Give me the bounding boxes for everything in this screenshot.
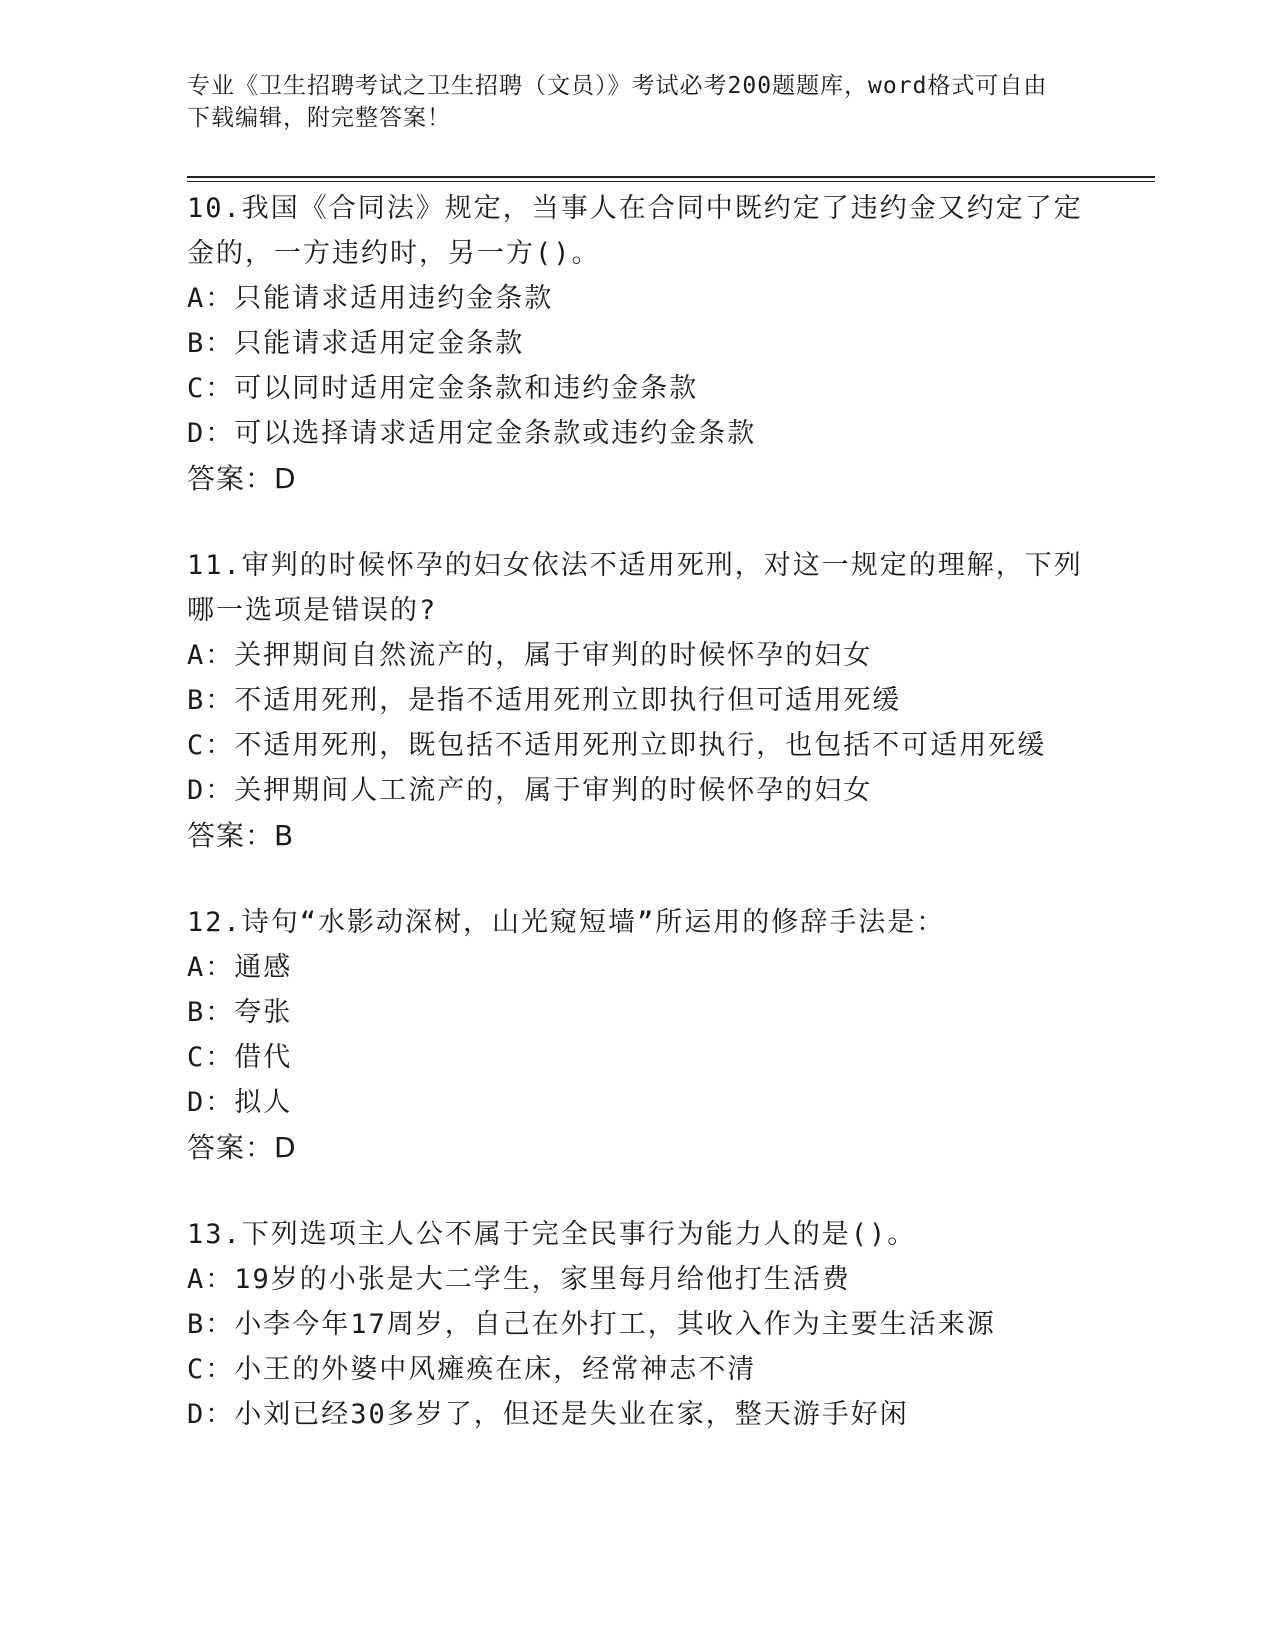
option-a: A：关押期间自然流产的，属于审判的时候怀孕的妇女 bbox=[187, 640, 873, 671]
option-c: C：小王的外婆中风瘫痪在床，经常神志不清 bbox=[187, 1354, 757, 1385]
option-c: C：可以同时适用定金条款和违约金条款 bbox=[187, 373, 699, 404]
header-divider-thin bbox=[187, 181, 1155, 182]
question-11 bbox=[187, 543, 1087, 858]
question-stem: 13.下列选项主人公不属于完全民事行为能力人的是()。 bbox=[187, 1219, 917, 1250]
option-b: B：小李今年17周岁，自己在外打工，其收入作为主要生活来源 bbox=[187, 1309, 996, 1340]
header-divider-thick bbox=[187, 176, 1155, 178]
option-c: C：不适用死刑，既包括不适用死刑立即执行，也包括不可适用死缓 bbox=[187, 730, 1047, 761]
answer-line: 答案：B bbox=[187, 819, 295, 852]
option-b: B：只能请求适用定金条款 bbox=[187, 328, 525, 359]
option-d: D：关押期间人工流产的，属于审判的时候怀孕的妇女 bbox=[187, 775, 873, 806]
answer-line: 答案：D bbox=[187, 1131, 297, 1164]
option-b: B：不适用死刑，是指不适用死刑立即执行但可适用死缓 bbox=[187, 685, 902, 716]
question-13 bbox=[187, 1212, 1087, 1437]
option-d: D：可以选择请求适用定金条款或违约金条款 bbox=[187, 418, 757, 449]
question-10 bbox=[187, 186, 1087, 501]
option-c: C：借代 bbox=[187, 1042, 293, 1073]
option-a: A：19岁的小张是大二学生，家里每月给他打生活费 bbox=[187, 1264, 851, 1295]
question-12 bbox=[187, 900, 1087, 1170]
option-a: A：只能请求适用违约金条款 bbox=[187, 283, 554, 314]
option-d: D：小刘已经30多岁了，但还是失业在家，整天游手好闲 bbox=[187, 1399, 909, 1430]
option-b: B：夸张 bbox=[187, 997, 293, 1028]
header-note: 专业《卫生招聘考试之卫生招聘（文员）》考试必考200题题库，word格式可自由下载编辑，附完整答案！ bbox=[187, 73, 1048, 131]
option-d: D：拟人 bbox=[187, 1087, 293, 1118]
option-a: A：通感 bbox=[187, 952, 293, 983]
answer-line: 答案：D bbox=[187, 462, 297, 495]
question-list bbox=[187, 186, 1087, 1479]
question-stem: 12.诗句“水影动深树，山光窥短墙”所运用的修辞手法是： bbox=[187, 907, 946, 938]
question-stem: 11.审判的时候怀孕的妇女依法不适用死刑，对这一规定的理解，下列哪一选项是错误的? bbox=[187, 550, 1083, 626]
question-stem: 10.我国《合同法》规定，当事人在合同中既约定了违约金又约定了定金的，一方违约时，另一方()。 bbox=[187, 193, 1083, 269]
